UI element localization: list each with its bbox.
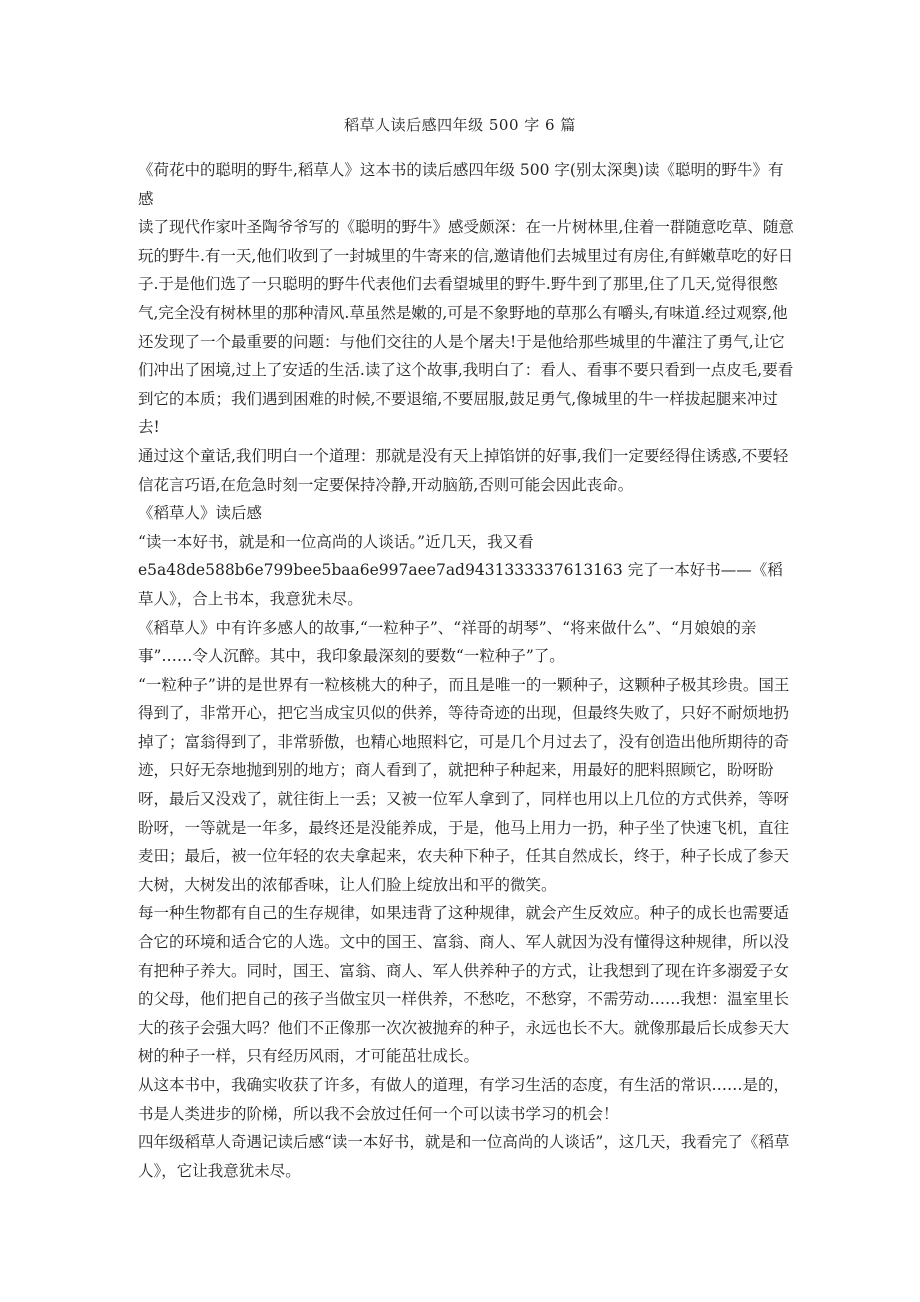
paragraph: 从这本书中，我确实收获了许多，有做人的道理，有学习生活的态度，有生活的常识……是的，书是人类进步的阶梯，所以我不会放过任何一个可以读书学习的机会！ [138,1076,790,1123]
paragraph: “读一本好书，就是和一位高尚的人谈话。”近几天，我又看 e5a48de588b6e799bee5baa6e997aee7ad9431333337613163 完了一本好书——《稻草人》，合上书本，我意犹未尽。 [138,532,783,608]
paragraph: “一粒种子”讲的是世界有一粒核桃大的种子，而且是唯一的一颗种子，这颗种子极其珍贵。国王得到了，非常开心，把它当成宝贝似的供养，等待奇迹的出现，但最终失败了，只好不耐烦地扔掉了；富翁得到了，非常骄傲，也精心地照料它，可是几个月过去了，没有创造出他所期待的奇迹，只好无奈地抛到别的地方；商人看到了，就把种子种起来，用最好的肥料照顾它，盼呀盼呀，最后又没戏了，就往街上一丢；又被一位军人拿到了，同样也用以上几位的方式供养，等呀盼呀，一等就是一年多，最终还是没能养成，于是，他马上用力一扔，种子坐了快速飞机，直往麦田；最后，被一位年轻的农夫拿起来，农夫种下种子，任其自然成长，终于，种子长成了参天大树，大树发出的浓郁香味，让人们脸上绽放出和平的微笑。 [138,675,790,894]
paragraph: 《稻草人》中有许多感人的故事,“一粒种子”、“祥哥的胡琴”、“将来做什么”、“月娘娘的亲事”……令人沉醉。其中，我印象最深刻的要数“一粒种子”了。 [138,618,757,666]
document-title: 稻草人读后感四年级 500 字 6 篇 [344,116,576,134]
paragraph: 通过这个童话,我们明白一个道理：那就是没有天上掉馅饼的好事,我们一定要经得住诱惑,不要轻信花言巧语,在危急时刻一定要保持冷静,开动脑筋,否则可能会因此丧命。 [138,446,789,494]
paragraph: 读了现代作家叶圣陶爷爷写的《聪明的野牛》感受颇深：在一片树林里,住着一群随意吃草、随意玩的野牛.有一天,他们收到了一封城里的牛寄来的信,邀请他们去城里过有房住,有鲜嫩草吃的好日子.于是他们选了一只聪明的野牛代表他们去看望城里的野牛.野牛到了那里,住了几天,觉得很憋气,完全没有树林里的那种清风.草虽然是嫩的,可是不象野地的草那么有嚼头,有味道.经过观察,他还发现了一个最重要的问题：与他们交往的人是个屠夫!于是他给那些城里的牛灌注了勇气,让它们冲出了困境,过上了安适的生活.读了这个故事,我明白了：看人、看事不要只看到一点皮毛,要看到它的本质；我们遇到困难的时候,不要退缩,不要屈服,鼓足勇气,像城里的牛一样拔起腿来冲过去! [138,218,794,437]
paragraph: 《稻草人》读后感 [138,504,263,523]
document-body [138,156,798,1185]
paragraph: 四年级稻草人奇遇记读后感“读一本好书，就是和一位高尚的人谈话”，这几天，我看完了《稻草人》，它让我意犹未尽。 [138,1133,790,1180]
paragraph: 《荷花中的聪明的野牛,稻草人》这本书的读后感四年级 500 字(别太深奥)读《聪明的野牛》有感 [138,161,784,208]
paragraph: 每一种生物都有自己的生存规律，如果违背了这种规律，就会产生反效应。种子的成长也需要适合它的环境和适合它的人选。文中的国王、富翁、商人、军人就因为没有懂得这种规律，所以没有把种子养大。同时，国王、富翁、商人、军人供养种子的方式，让我想到了现在许多溺爱子女的父母，他们把自己的孩子当做宝贝一样供养，不愁吃，不愁穿，不需劳动……我想：温室里长大的孩子会强大吗？他们不正像那一次次被抛弃的种子，永远也长不大。就像那最后长成参天大树的种子一样，只有经历风雨，才可能茁壮成长。 [138,904,790,1066]
